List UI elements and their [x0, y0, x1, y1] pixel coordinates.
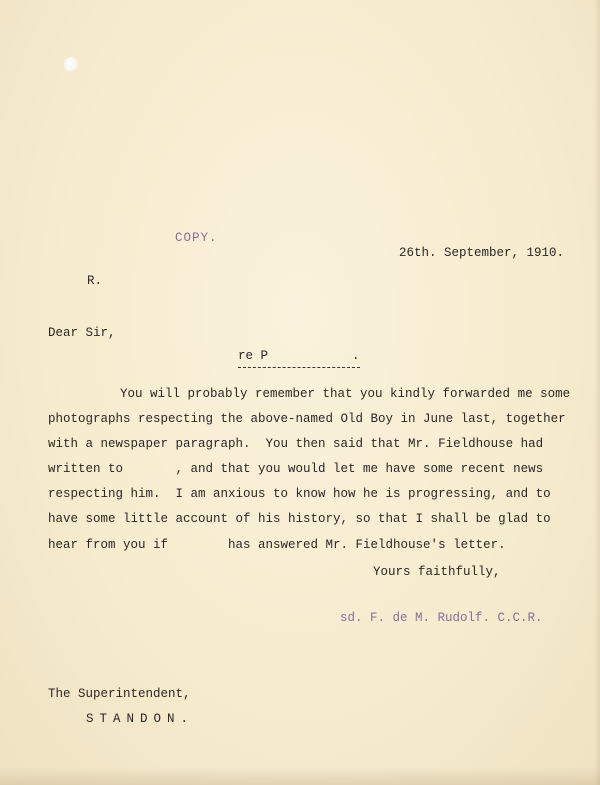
salutation: Dear Sir,: [48, 326, 116, 340]
body-line-6: have some little account of his history, so that I shall be glad to: [48, 512, 551, 526]
body-line-2: photographs respecting the above-named Old Boy in June last, together: [48, 412, 566, 426]
body-line-4: written to , and that you would let me have some recent news: [48, 462, 544, 476]
body-line-7: hear from you if has answered Mr. Fieldhouse's letter.: [48, 538, 506, 552]
addressee: The Superintendent,: [48, 687, 191, 701]
subject-line: re P: [238, 349, 269, 363]
punch-hole: [64, 57, 78, 73]
subject-underline: [238, 367, 360, 368]
signature: sd. F. de M. Rudolf. C.C.R.: [340, 611, 543, 625]
body-line-1: You will probably remember that you kindly forwarded me some: [120, 387, 571, 401]
reference-initial: R.: [87, 274, 103, 288]
body-line-5: respecting him. I am anxious to know how he is progressing, and to: [48, 487, 551, 501]
subject-dot: .: [352, 349, 360, 363]
closing: Yours faithfully,: [373, 565, 501, 579]
addressee-place: STANDON.: [86, 712, 195, 726]
paper-edge: [594, 0, 600, 785]
copy-label: COPY.: [175, 231, 218, 245]
body-line-3: with a newspaper paragraph. You then said that Mr. Fieldhouse had: [48, 437, 544, 451]
paper-bottom-shadow: [0, 767, 600, 785]
letter-date: 26th. September, 1910.: [399, 246, 565, 260]
